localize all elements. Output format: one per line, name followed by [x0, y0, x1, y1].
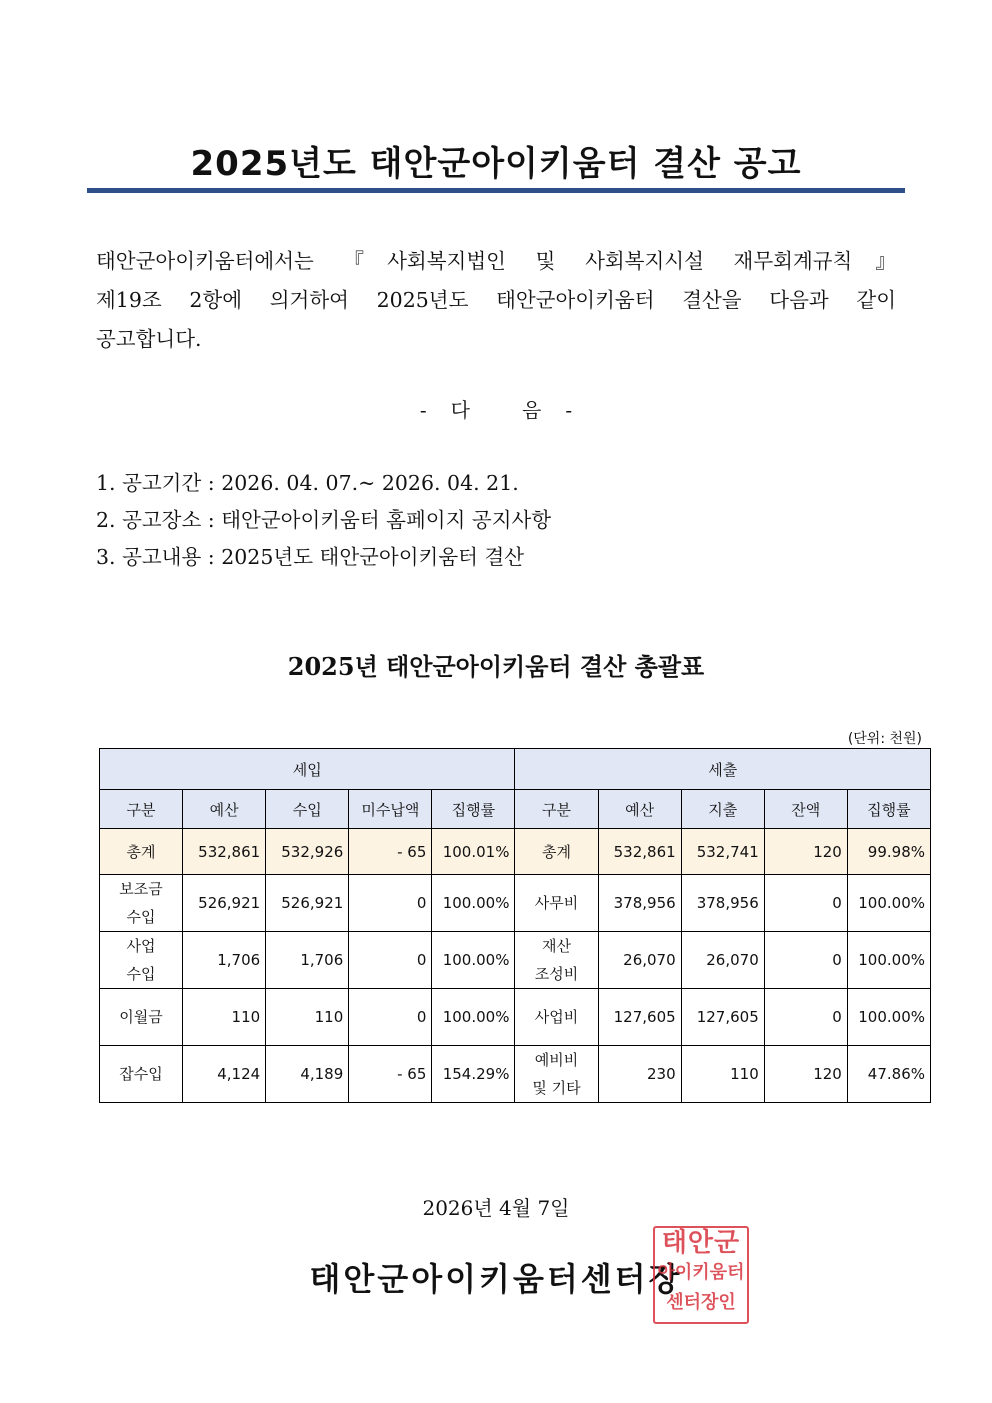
table-cell: 사업 수입 — [100, 932, 183, 989]
table-cell: 526,921 — [266, 875, 349, 932]
table-row-total — [100, 829, 931, 875]
table-row — [100, 989, 931, 1046]
seal-line-3: 센터장인 — [666, 1292, 736, 1313]
table-cell: 378,956 — [598, 875, 681, 932]
table-cell: 잡수입 — [100, 1046, 183, 1103]
title-underline — [87, 188, 905, 193]
notice-item-period: 1. 공고기간 : 2026. 04. 07.~ 2026. 04. 21. — [96, 471, 519, 495]
table-column-header-row — [100, 790, 931, 829]
table-cell: 이월금 — [100, 989, 183, 1046]
table-row — [100, 932, 931, 989]
col-header: 미수납액 — [349, 790, 432, 829]
table-cell: - 65 — [349, 1046, 432, 1103]
da-eum-char-1: 다 — [450, 398, 470, 422]
col-header: 구분 — [100, 790, 183, 829]
table-cell: 532,926 — [266, 829, 349, 875]
table-cell: 사무비 — [515, 875, 598, 932]
table-cell: 532,861 — [183, 829, 266, 875]
table-cell: 0 — [349, 932, 432, 989]
table-cell: 127,605 — [598, 989, 681, 1046]
signer-name: 태안군아이키움터센터장 — [309, 1260, 683, 1298]
col-header: 수입 — [266, 790, 349, 829]
official-seal-stamp — [653, 1226, 749, 1324]
col-header: 예산 — [598, 790, 681, 829]
col-header: 집행률 — [432, 790, 515, 829]
table-cell: 99.98% — [847, 829, 930, 875]
col-header: 잔액 — [764, 790, 847, 829]
table-cell: 100.00% — [432, 932, 515, 989]
table-cell: 127,605 — [681, 989, 764, 1046]
table-cell: 100.00% — [847, 989, 930, 1046]
table-cell: 26,070 — [681, 932, 764, 989]
table-cell: 154.29% — [432, 1046, 515, 1103]
da-eum-heading — [0, 394, 992, 423]
col-header: 구분 — [515, 790, 598, 829]
table-cell: 0 — [764, 989, 847, 1046]
col-header: 지출 — [681, 790, 764, 829]
table-title: 2025년 태안군아이키움터 결산 총괄표 — [287, 652, 705, 681]
expense-header: 세출 — [515, 749, 931, 790]
table-cell: 532,741 — [681, 829, 764, 875]
table-cell: 100.00% — [432, 875, 515, 932]
table-cell: - 65 — [349, 829, 432, 875]
notice-items — [96, 465, 551, 576]
settlement-summary-table — [99, 748, 931, 1103]
table-cell: 100.01% — [432, 829, 515, 875]
intro-paragraph — [96, 242, 896, 359]
table-cell: 120 — [764, 1046, 847, 1103]
notice-item-content: 3. 공고내용 : 2025년도 태안군아이키움터 결산 — [96, 545, 525, 569]
notice-item-place: 2. 공고장소 : 태안군아이키움터 홈페이지 공지사항 — [96, 508, 552, 532]
table-cell: 100.00% — [847, 875, 930, 932]
table-row — [100, 1046, 931, 1103]
table-cell: 보조금 수입 — [100, 875, 183, 932]
col-header: 집행률 — [847, 790, 930, 829]
table-group-header-row — [100, 749, 931, 790]
table-cell: 100.00% — [432, 989, 515, 1046]
seal-line-2: 아이키움터 — [657, 1262, 745, 1283]
table-cell: 총계 — [515, 829, 598, 875]
notice-date: 2026년 4월 7일 — [422, 1196, 570, 1220]
da-eum-dash-right: - — [565, 398, 573, 422]
table-cell: 4,189 — [266, 1046, 349, 1103]
intro-line-3: 공고합니다. — [96, 327, 202, 351]
table-cell: 4,124 — [183, 1046, 266, 1103]
col-header: 예산 — [183, 790, 266, 829]
unit-label: (단위: 천원) — [847, 731, 922, 747]
table-cell: 532,861 — [598, 829, 681, 875]
table-cell: 120 — [764, 829, 847, 875]
table-cell: 0 — [349, 875, 432, 932]
seal-line-1: 태안군 — [661, 1228, 741, 1258]
table-cell: 재산 조성비 — [515, 932, 598, 989]
table-cell: 110 — [266, 989, 349, 1046]
table-cell: 예비비 및 기타 — [515, 1046, 598, 1103]
table-cell: 378,956 — [681, 875, 764, 932]
table-cell: 26,070 — [598, 932, 681, 989]
table-cell: 사업비 — [515, 989, 598, 1046]
table-cell: 526,921 — [183, 875, 266, 932]
da-eum-dash-left: - — [419, 398, 427, 422]
document-title: 2025년도 태안군아이키움터 결산 공고 — [190, 144, 802, 184]
table-cell: 1,706 — [266, 932, 349, 989]
table-cell: 100.00% — [847, 932, 930, 989]
da-eum-char-2: 음 — [522, 398, 542, 422]
table-cell: 110 — [183, 989, 266, 1046]
intro-line-2: 제19조 2항에 의거하여 2025년도 태안군아이키움터 결산을 다음과 같이 — [96, 288, 896, 312]
table-cell: 총계 — [100, 829, 183, 875]
income-header: 세입 — [100, 749, 515, 790]
table-cell: 1,706 — [183, 932, 266, 989]
table-cell: 0 — [764, 875, 847, 932]
intro-line-1: 태안군아이키움터에서는 『사회복지법인 및 사회복지시설 재무회계규칙』 — [96, 249, 896, 273]
table-cell: 110 — [681, 1046, 764, 1103]
table-cell: 0 — [764, 932, 847, 989]
table-cell: 47.86% — [847, 1046, 930, 1103]
table-row — [100, 875, 931, 932]
table-cell: 230 — [598, 1046, 681, 1103]
table-cell: 0 — [349, 989, 432, 1046]
